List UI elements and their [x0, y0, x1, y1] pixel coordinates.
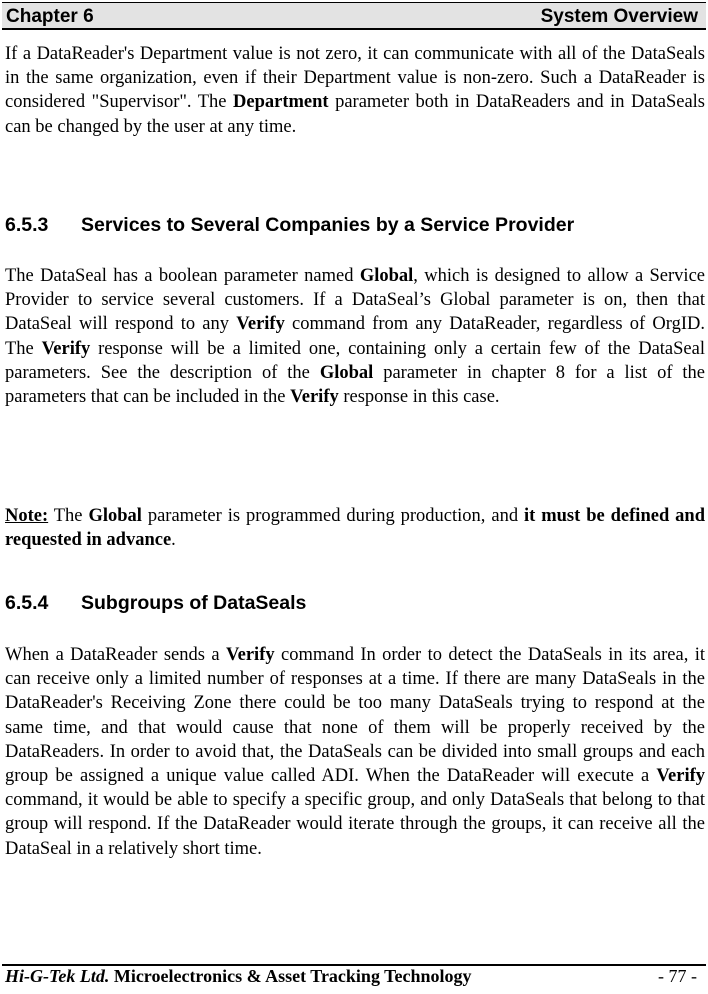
- page-header: [2, 2, 706, 30]
- text-run: The DataSeal has a boolean parameter named: [5, 266, 360, 286]
- page-number: - 77 -: [658, 966, 697, 986]
- text-run: response will be a limited one, containing only a certain few of the DataSeal parameters. See the description of the: [5, 338, 705, 383]
- text-run: If a DataReader's Department value is not zero, it can communicate with all of the DataSeals in the same organization, even if their Department value is non-zero. Such a DataReader is considered "Supervisor". The: [5, 44, 705, 113]
- text-run: , which is designed to allow a Service Provider to service several customers. If a DataSeal’s Global parameter is on, then that DataSeal will respond to any: [5, 266, 705, 335]
- text-run: parameter is programmed during production, and: [141, 506, 524, 526]
- page-footer: [5, 966, 703, 992]
- section-heading-6-5-3: [5, 214, 574, 237]
- text-run: The: [48, 506, 89, 526]
- company-name: Hi-G-Tek Ltd.: [5, 966, 110, 986]
- bold-term: Global: [319, 362, 374, 383]
- company-tagline: Microelectronics & Asset Tracking Technology: [113, 966, 472, 986]
- chapter-label: Chapter 6: [6, 6, 94, 27]
- text-run: command, it would be able to specify a specific group, and only DataSeals that belong to that group will respond. If the DataReader would iterate through the groups, it can receive all the DataSeal in a relatively short time.: [5, 790, 705, 859]
- section-number: 6.5.4: [5, 592, 49, 614]
- text-run: command In order to detect the DataSeals in its area, it can receive only a limited number of responses at a time. If there are many DataSeals in the DataReader's Receiving Zone there could be too many DataSeals trying to respond at the same time, and that would cause that none of them will be properly received by the DataReaders. In order to avoid that, the DataSeals can be divided into small groups and each group be assigned a unique value called ADI. When the DataReader will execute a: [5, 645, 705, 787]
- section-title: Subgroups of DataSeals: [81, 592, 307, 614]
- chapter-title: System Overview: [540, 6, 698, 27]
- text-run: parameter in chapter 8 for a list of the parameters that can be included in the: [5, 362, 706, 408]
- paragraph-department: [5, 42, 705, 139]
- section-number: 6.5.3: [5, 214, 49, 236]
- bold-term: Global: [359, 266, 414, 286]
- bold-term: Verify: [290, 387, 339, 408]
- section-title: Services to Several Companies by a Service Provider: [81, 214, 575, 236]
- bold-term: it must be defined and requested in advance: [5, 506, 705, 551]
- bold-term: Verify: [236, 314, 285, 335]
- bold-term: Global: [88, 506, 142, 526]
- text-run: .: [171, 530, 176, 551]
- bold-term: Department: [233, 92, 329, 113]
- bold-term: Verify: [225, 645, 275, 665]
- paragraph-global: [5, 264, 705, 409]
- note-paragraph: [5, 504, 705, 552]
- text-run: When a DataReader sends a: [5, 645, 226, 665]
- text-run: response in this case.: [338, 387, 500, 408]
- section-heading-6-5-4: [5, 592, 306, 615]
- text-run: command from any DataReader, regardless of OrgID. The: [5, 314, 705, 359]
- text-run: parameter both in DataReaders and in DataSeals can be changed by the user at any time.: [5, 92, 706, 137]
- note-label: Note:: [5, 506, 49, 526]
- bold-term: Verify: [41, 338, 91, 359]
- bold-term: Verify: [656, 766, 705, 787]
- paragraph-subgroups: [5, 643, 705, 861]
